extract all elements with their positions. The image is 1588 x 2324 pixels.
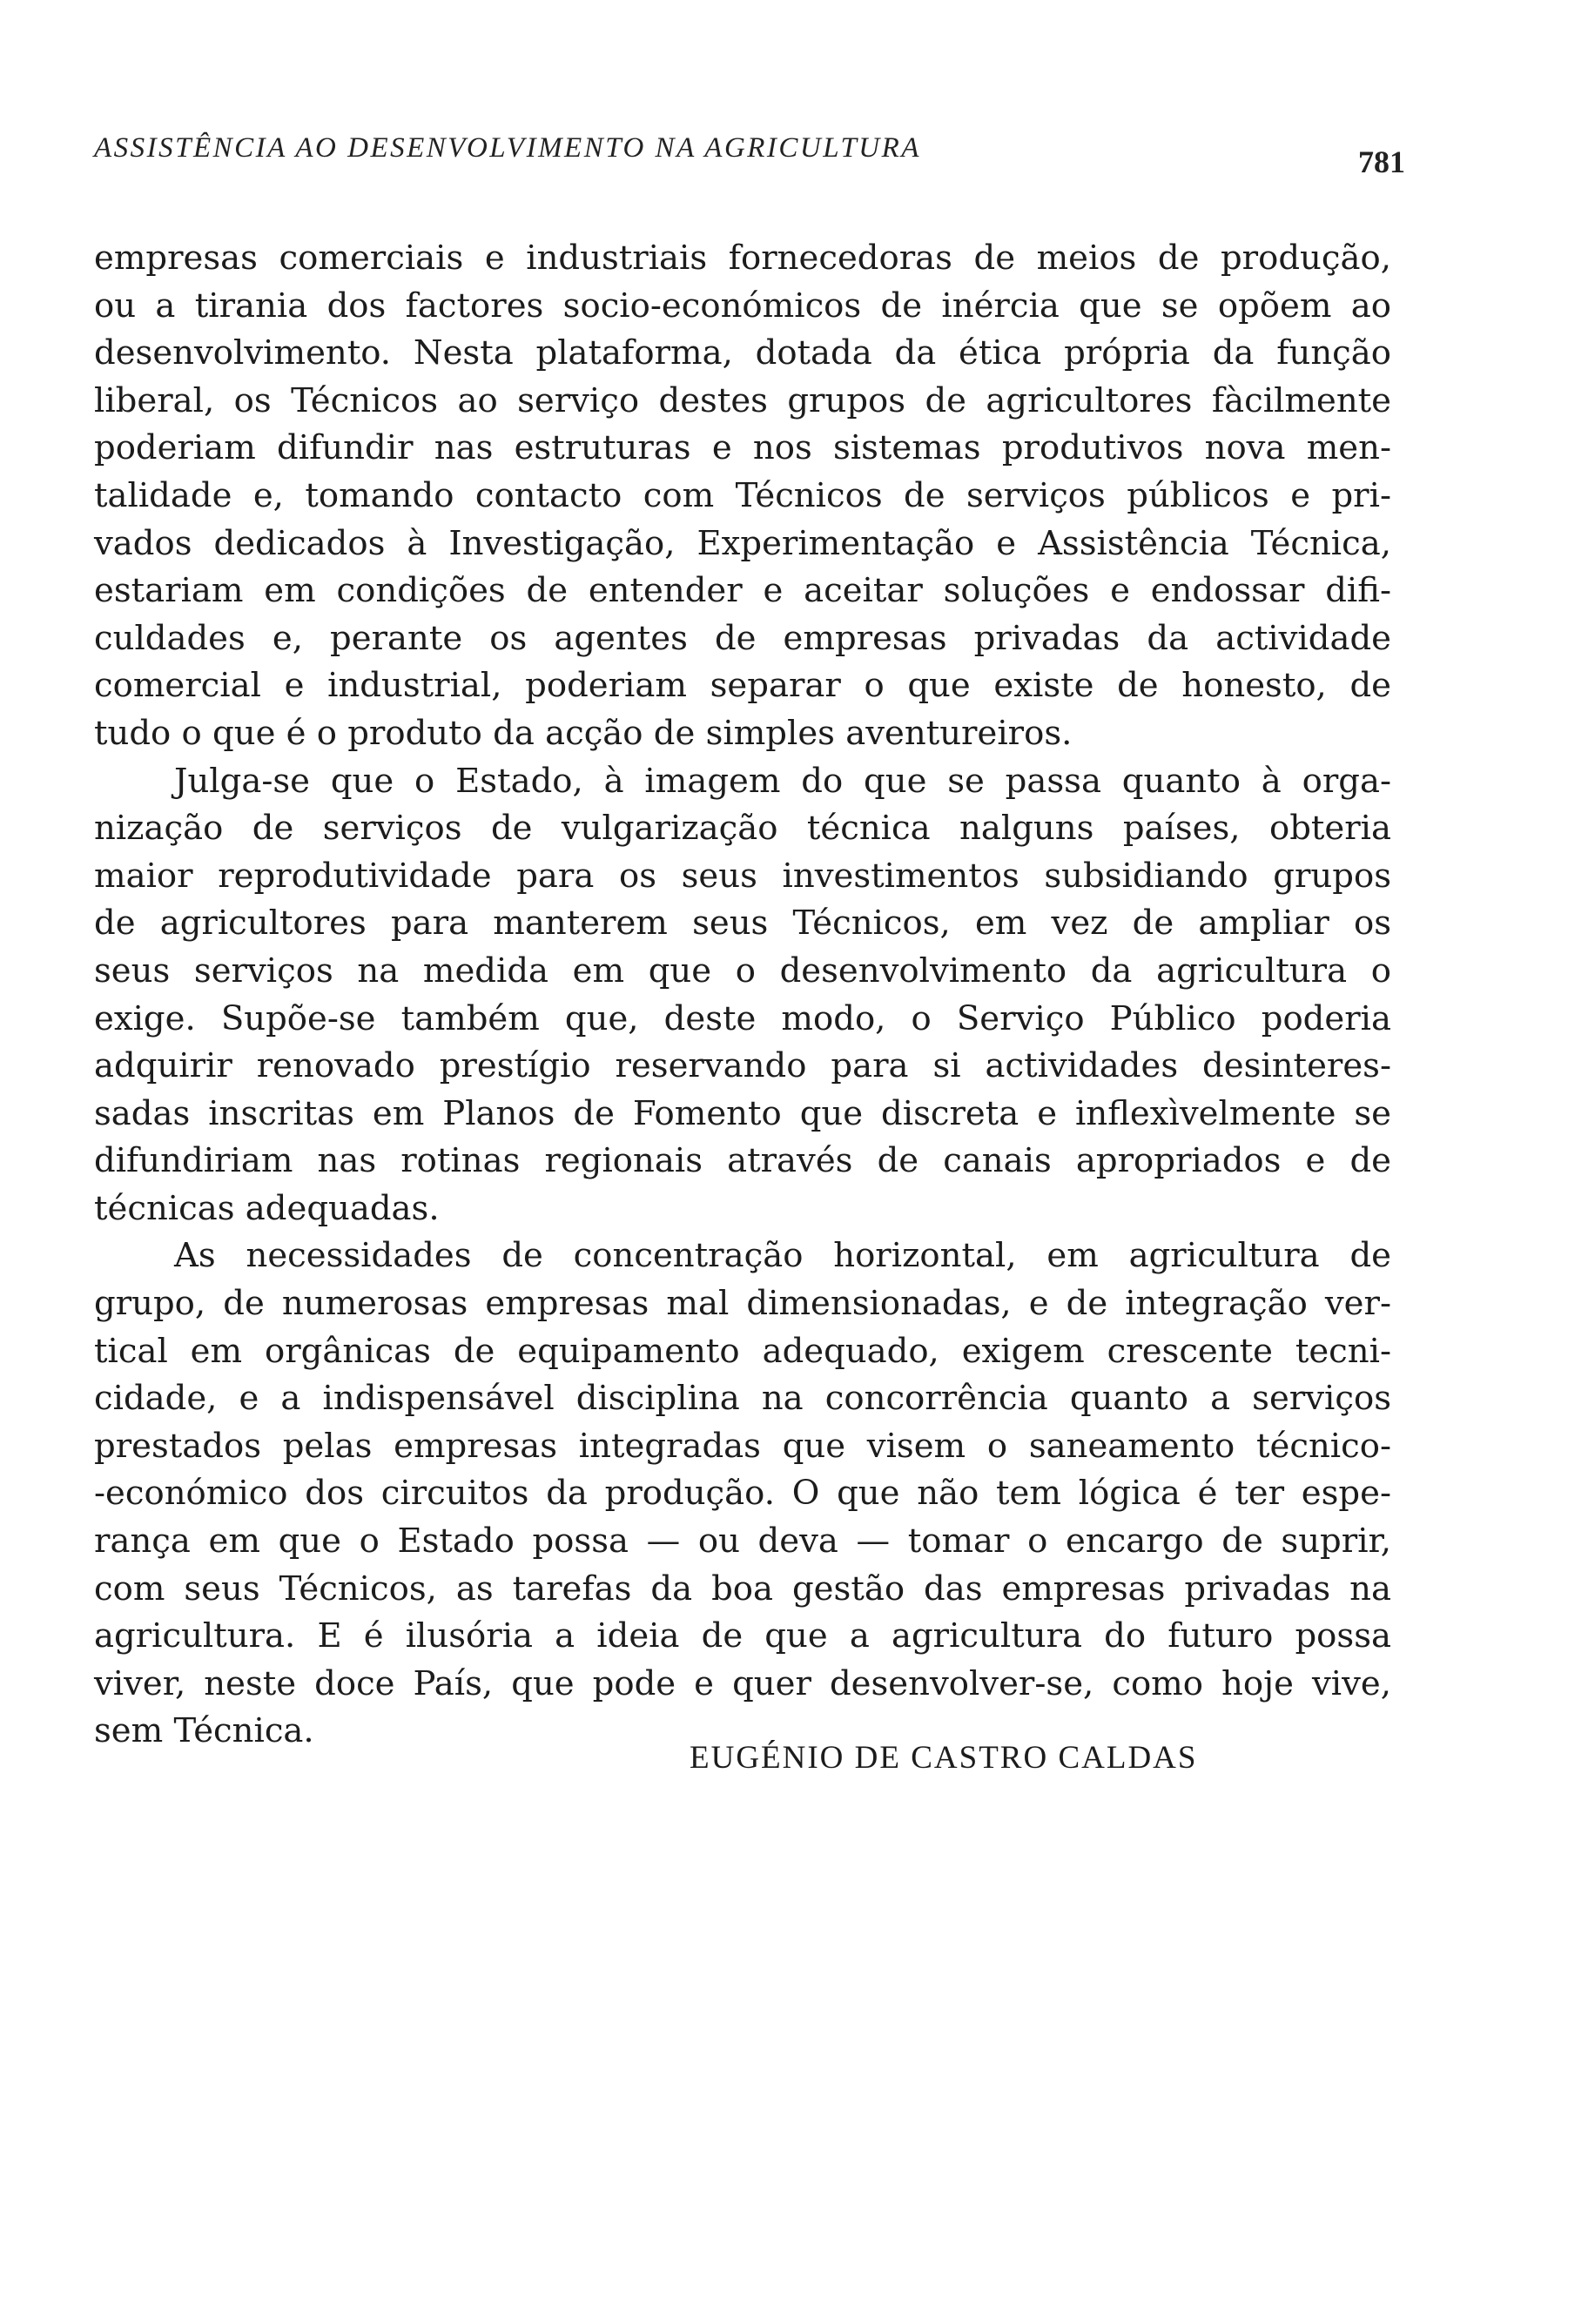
text-line: vados dedicados à Investigação, Experimentação e Assistência Técnica, xyxy=(94,523,1391,563)
text-line: grupo, de numerosas empresas mal dimensionadas, e de integração ver- xyxy=(94,1284,1391,1324)
text-line: cidade, e a indispensável disciplina na concorrência quanto a serviços xyxy=(94,1379,1391,1419)
text-line: tical em orgânicas de equipamento adequado, exigem crescente tecni- xyxy=(94,1331,1391,1371)
page-number: 781 xyxy=(1358,144,1405,179)
text-line: difundiriam nas rotinas regionais através de canais apropriados e de xyxy=(94,1141,1391,1181)
text-line: com seus Técnicos, as tarefas da boa gestão das empresas privadas na xyxy=(94,1568,1391,1609)
text-line: desenvolvimento. Nesta plataforma, dotada da ética própria da função xyxy=(94,333,1391,373)
text-line: estariam em condições de entender e aceitar soluções e endossar difi- xyxy=(94,571,1391,611)
text-line: sem Técnica. xyxy=(94,1711,314,1751)
text-line: rança em que o Estado possa — ou deva — tomar o encargo de suprir, xyxy=(94,1521,1391,1562)
text-line: exige. Supõe-se também que, deste modo, o Serviço Público poderia xyxy=(94,998,1391,1038)
text-line: As necessidades de concentração horizontal, em agricultura de xyxy=(174,1236,1391,1276)
text-line: sadas inscritas em Planos de Fomento que discreta e inflexìvelmente se xyxy=(94,1093,1391,1133)
text-line: ou a tirania dos factores socio-económicos de inércia que se opõem ao xyxy=(94,285,1391,326)
text-line: viver, neste doce País, que pode e quer desenvolver-se, como hoje vive, xyxy=(94,1663,1391,1703)
text-line: nização de serviços de vulgarização técnica nalguns países, obteria xyxy=(94,809,1391,849)
author-signature: EUGÉNIO DE CASTRO CALDAS xyxy=(690,1740,1198,1776)
text-line: seus serviços na medida em que o desenvolvimento da agricultura o xyxy=(94,950,1391,991)
text-line: agricultura. E é ilusória a ideia de que a agricultura do futuro possa xyxy=(94,1616,1391,1656)
text-line: culdades e, perante os agentes de empresas privadas da actividade xyxy=(94,618,1391,658)
paragraph-2 xyxy=(94,758,1391,1233)
text-line: poderiam difundir nas estruturas e nos sistemas produtivos nova men- xyxy=(94,428,1391,468)
text-line: tudo o que é o produto da acção de simples aventureiros. xyxy=(94,713,1073,753)
text-line: de agricultores para manterem seus Técnicos, em vez de ampliar os xyxy=(94,903,1391,944)
text-line: técnicas adequadas. xyxy=(94,1188,440,1228)
paragraph-3 xyxy=(94,1233,1391,1756)
paragraph-1 xyxy=(94,235,1391,758)
text-line: -económico dos circuitos da produção. O que não tem lógica é ter espe- xyxy=(94,1474,1391,1514)
text-line: liberal, os Técnicos ao serviço destes grupos de agricultores fàcilmente xyxy=(94,380,1391,420)
text-line: empresas comerciais e industriais fornecedoras de meios de produção, xyxy=(94,238,1391,278)
running-title: ASSISTÊNCIA AO DESENVOLVIMENTO NA AGRICULTURA xyxy=(94,132,921,164)
body-text xyxy=(94,235,1391,1756)
text-line: adquirir renovado prestígio reservando para si actividades desinteres- xyxy=(94,1046,1391,1086)
text-line: maior reprodutividade para os seus investimentos subsidiando grupos xyxy=(94,856,1391,896)
text-line: comercial e industrial, poderiam separar o que existe de honesto, de xyxy=(94,666,1391,706)
text-line: prestados pelas empresas integradas que visem o saneamento técnico- xyxy=(94,1426,1391,1466)
text-line: Julga-se que o Estado, à imagem do que se passa quanto à orga- xyxy=(174,761,1391,801)
text-line: talidade e, tomando contacto com Técnicos de serviços públicos e pri- xyxy=(94,475,1391,515)
